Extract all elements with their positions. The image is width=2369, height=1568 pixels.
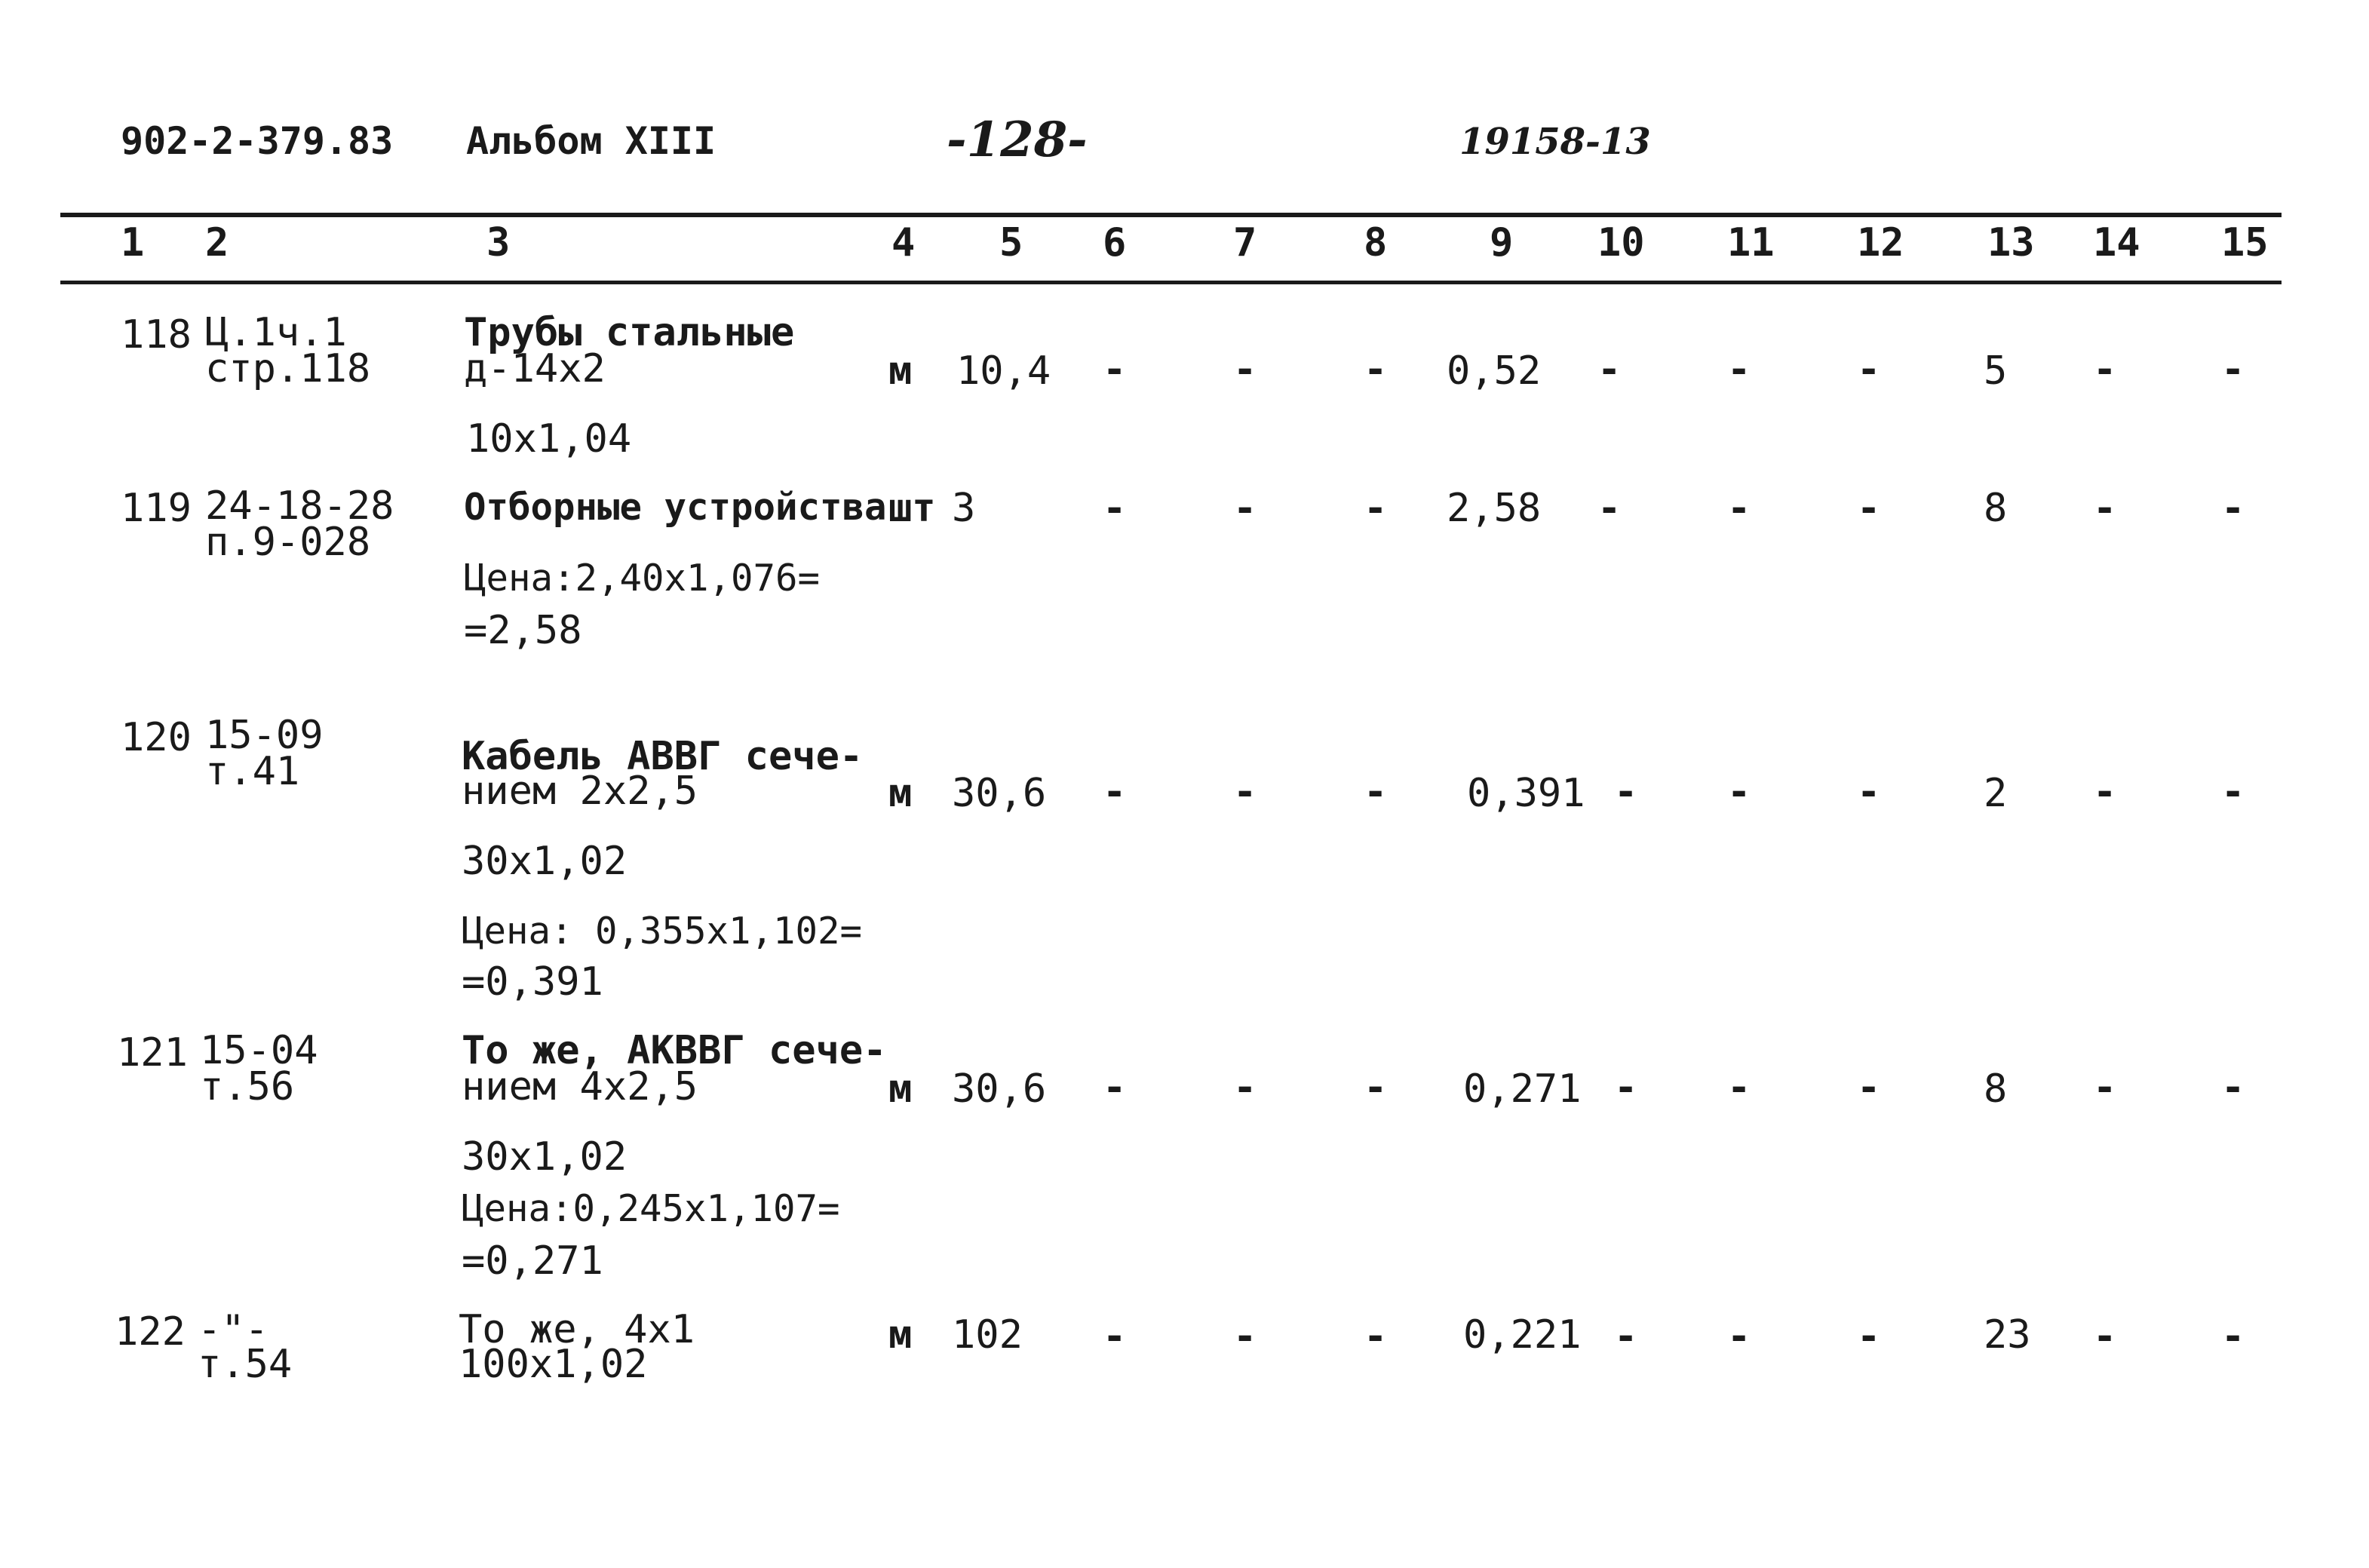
row-unit: шт xyxy=(888,486,936,531)
row-col15: - xyxy=(2221,486,2245,531)
row-price: 0,221 xyxy=(1463,1312,1582,1358)
row-col11: - xyxy=(1727,347,1751,392)
row-col7: - xyxy=(1233,486,1257,531)
row-name-line1: Кабель АВВГ сече- xyxy=(462,734,864,779)
row-col8: - xyxy=(1364,347,1388,392)
row-col10: - xyxy=(1614,769,1638,815)
row-col7: - xyxy=(1233,347,1257,392)
row-col14: - xyxy=(2093,347,2117,392)
row-col15: - xyxy=(2221,1065,2245,1110)
row-unit: м xyxy=(888,771,913,816)
row-col8: - xyxy=(1364,769,1388,815)
row-quantity: 102 xyxy=(952,1312,1023,1358)
page-number: -128- xyxy=(947,112,1088,168)
row-col11: - xyxy=(1727,769,1751,815)
row-col11: - xyxy=(1727,1314,1751,1359)
row-col8: - xyxy=(1364,1314,1388,1359)
row-col15: - xyxy=(2221,1314,2245,1359)
row-price: 0,52 xyxy=(1447,348,1542,394)
row-col8: - xyxy=(1364,1065,1388,1110)
row-number: 120 xyxy=(121,715,192,760)
column-header-13: 13 xyxy=(1987,220,2035,265)
row-name-line2: нием 2х2,5 xyxy=(462,769,698,814)
row-calc-line1: 30х1,02 xyxy=(462,1134,628,1180)
row-quantity: 30,6 xyxy=(952,1066,1047,1112)
column-header-4: 4 xyxy=(891,220,916,265)
column-header-10: 10 xyxy=(1597,220,1645,265)
row-col13: 8 xyxy=(1984,486,2008,531)
row-name-line1: Отборные устройства xyxy=(464,486,887,529)
row-name-line2: нием 4х2,5 xyxy=(462,1064,698,1109)
row-col12: - xyxy=(1857,347,1881,392)
row-col8: - xyxy=(1364,486,1388,531)
row-price: 0,391 xyxy=(1467,771,1585,816)
row-unit: м xyxy=(888,1312,913,1358)
column-header-11: 11 xyxy=(1727,220,1775,265)
row-price: 0,271 xyxy=(1463,1066,1582,1112)
row-col15: - xyxy=(2221,347,2245,392)
row-col10: - xyxy=(1597,347,1622,392)
row-number: 121 xyxy=(117,1030,188,1076)
row-col14: - xyxy=(2093,769,2117,815)
row-unit: м xyxy=(888,348,913,394)
row-calc-line3: =0,391 xyxy=(462,959,603,1005)
row-col12: - xyxy=(1857,1065,1881,1110)
row-calc-line2: Цена:0,245х1,107= xyxy=(462,1187,840,1230)
row-name-line1: То же, 4х1 xyxy=(459,1307,695,1352)
row-col15: - xyxy=(2221,769,2245,815)
row-reference-line2: т.56 xyxy=(200,1064,295,1109)
row-calc-line1: Цена:2,40х1,076= xyxy=(464,557,821,600)
row-name-line1: То же, АКВВГ сече- xyxy=(462,1028,887,1073)
row-col10: - xyxy=(1614,1065,1638,1110)
row-col7: - xyxy=(1233,1065,1257,1110)
row-quantity: 30,6 xyxy=(952,771,1047,816)
row-col6: - xyxy=(1103,347,1127,392)
table-top-rule xyxy=(60,213,2282,217)
column-header-7: 7 xyxy=(1233,220,1257,265)
row-col14: - xyxy=(2093,486,2117,531)
row-number: 122 xyxy=(115,1309,186,1355)
column-header-2: 2 xyxy=(205,220,229,265)
row-price: 2,58 xyxy=(1447,486,1542,531)
row-col10: - xyxy=(1614,1314,1638,1359)
row-col6: - xyxy=(1103,1065,1127,1110)
row-calc-line2: Цена: 0,355х1,102= xyxy=(462,910,863,953)
row-reference-line1: 24-18-28 xyxy=(205,483,394,529)
document-code: 902-2-379.83 xyxy=(121,119,394,163)
row-col12: - xyxy=(1857,769,1881,815)
row-col13: 8 xyxy=(1984,1066,2008,1112)
column-header-9: 9 xyxy=(1490,220,1514,265)
album-label: Альбом XIII xyxy=(466,119,717,163)
column-header-1: 1 xyxy=(121,220,145,265)
row-col14: - xyxy=(2093,1065,2117,1110)
row-reference-line2: п.9-028 xyxy=(205,520,371,565)
row-calc-line3: =0,271 xyxy=(462,1238,603,1284)
row-reference-line2: стр.118 xyxy=(205,346,371,391)
row-calc-line1: 30х1,02 xyxy=(462,839,628,884)
row-name-line2: д-14х2 xyxy=(464,346,606,391)
row-col7: - xyxy=(1233,769,1257,815)
row-calc-line1: 10х1,04 xyxy=(466,416,632,462)
column-header-14: 14 xyxy=(2093,220,2140,265)
row-name-line2: 100х1,02 xyxy=(459,1342,648,1387)
row-number: 119 xyxy=(121,486,192,531)
row-quantity: 10,4 xyxy=(956,348,1051,394)
row-col11: - xyxy=(1727,486,1751,531)
row-col11: - xyxy=(1727,1065,1751,1110)
column-header-12: 12 xyxy=(1857,220,1904,265)
table-header-rule xyxy=(60,281,2282,284)
row-col6: - xyxy=(1103,769,1127,815)
row-quantity: 3 xyxy=(952,486,976,531)
row-col12: - xyxy=(1857,1314,1881,1359)
column-header-8: 8 xyxy=(1364,220,1388,265)
row-col14: - xyxy=(2093,1314,2117,1359)
row-reference-line1: -"- xyxy=(198,1307,269,1352)
row-number: 118 xyxy=(121,312,192,357)
row-col6: - xyxy=(1103,1314,1127,1359)
row-name-line1: Трубы стальные xyxy=(464,310,795,355)
row-col13: 23 xyxy=(1984,1312,2031,1358)
column-header-3: 3 xyxy=(486,220,511,265)
row-col12: - xyxy=(1857,486,1881,531)
row-col6: - xyxy=(1103,486,1127,531)
column-header-15: 15 xyxy=(2221,220,2269,265)
row-calc-line2: =2,58 xyxy=(464,608,582,653)
row-reference-line2: т.41 xyxy=(205,749,300,794)
row-unit: м xyxy=(888,1066,913,1112)
row-reference-line1: Ц.1ч.1 xyxy=(205,310,347,355)
row-col10: - xyxy=(1597,486,1622,531)
row-reference-line1: 15-09 xyxy=(205,713,324,758)
row-reference-line1: 15-04 xyxy=(200,1028,318,1073)
row-reference-line2: т.54 xyxy=(198,1342,293,1387)
row-col13: 2 xyxy=(1984,771,2008,816)
column-header-6: 6 xyxy=(1103,220,1127,265)
sheet-code: 19158-13 xyxy=(1459,121,1651,163)
column-header-5: 5 xyxy=(999,220,1023,265)
row-col7: - xyxy=(1233,1314,1257,1359)
row-col13: 5 xyxy=(1984,348,2008,394)
